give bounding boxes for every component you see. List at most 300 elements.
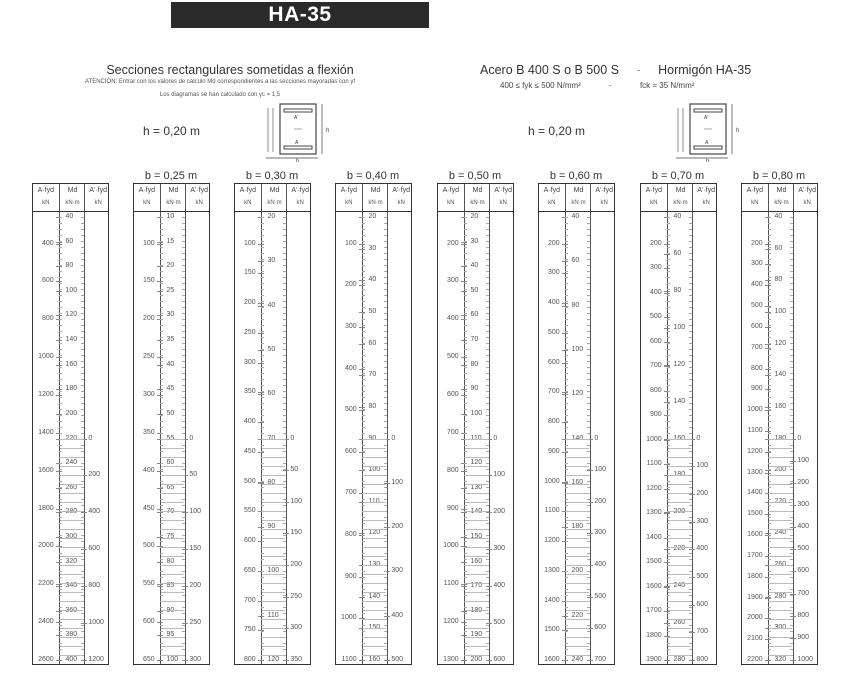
scale-tick-label: 200: [493, 508, 506, 516]
tick-mark: [486, 586, 492, 587]
minor-tick: [81, 373, 84, 374]
column-unit: kN: [650, 200, 658, 206]
minor-tick: [667, 385, 670, 386]
minor-tick: [182, 517, 185, 518]
hatch-line: [465, 511, 489, 512]
minor-tick: [384, 295, 387, 296]
minor-tick: [81, 247, 84, 248]
scale-tick-label: 600: [142, 618, 155, 626]
minor-tick: [362, 649, 365, 650]
tick-mark: [258, 244, 264, 245]
section-diagram-right: [668, 100, 758, 162]
minor-tick: [565, 469, 568, 470]
scale-tick-label: 160: [470, 557, 483, 565]
minor-tick: [587, 307, 590, 308]
panel-width-label: b = 0,40 m: [346, 170, 400, 182]
hatch-line: [363, 439, 387, 440]
scale-tick-label: 1400: [38, 428, 54, 436]
scale-tick-label: 400: [493, 582, 506, 590]
hatch-line: [363, 565, 387, 566]
hatch-line: [566, 574, 590, 575]
scale-tick-label: 800: [41, 315, 54, 323]
minor-tick: [283, 283, 286, 284]
scale-tick-label: 80: [673, 286, 682, 294]
minor-tick: [667, 481, 670, 482]
scale-tick-label: 90: [470, 385, 479, 393]
tick-mark: [664, 268, 670, 269]
minor-tick: [261, 241, 264, 242]
hatch-line: [668, 466, 692, 467]
minor-tick: [384, 613, 387, 614]
hatch-line: [363, 637, 387, 638]
minor-tick: [81, 499, 84, 500]
scale-tick-label: 600: [547, 358, 560, 366]
minor-tick: [565, 403, 568, 404]
scale-tick-label: 600: [797, 567, 810, 575]
scale-tick-label: 700: [344, 489, 357, 497]
scale-tick-label: 600: [88, 545, 101, 553]
tick-mark: [765, 407, 771, 408]
tick-mark: [56, 365, 62, 366]
scale-tick-label: 800: [446, 466, 459, 474]
minor-tick: [362, 631, 365, 632]
minor-tick: [587, 445, 590, 446]
minor-tick: [768, 625, 771, 626]
scale-tick-label: 500: [696, 572, 709, 580]
hatch-line: [161, 529, 185, 530]
hatch-line: [60, 502, 84, 503]
minor-tick: [587, 301, 590, 302]
minor-tick: [160, 553, 163, 554]
minor-tick: [464, 391, 467, 392]
minor-tick: [667, 313, 670, 314]
minor-tick: [59, 451, 62, 452]
minor-tick: [384, 463, 387, 464]
minor-tick: [81, 463, 84, 464]
minor-tick: [182, 289, 185, 290]
scale-tick-label: 220: [571, 611, 584, 619]
tick-mark: [461, 586, 467, 587]
minor-tick: [283, 589, 286, 590]
scale-tick-label: 150: [142, 277, 155, 285]
hatch-line: [668, 502, 692, 503]
minor-tick: [689, 535, 692, 536]
minor-tick: [565, 649, 568, 650]
minor-tick: [689, 259, 692, 260]
hatch-line: [262, 610, 286, 611]
minor-tick: [384, 289, 387, 290]
tick-mark: [258, 273, 264, 274]
nomogram-panel: [538, 183, 615, 665]
minor-tick: [283, 355, 286, 356]
hatch-line: [60, 538, 84, 539]
minor-tick: [81, 469, 84, 470]
minor-tick: [261, 397, 264, 398]
minor-tick: [160, 283, 163, 284]
minor-tick: [59, 313, 62, 314]
minor-tick: [667, 541, 670, 542]
scale-tick-label: 0: [290, 434, 295, 442]
column-header: A·fyd: [239, 187, 256, 194]
minor-tick: [689, 223, 692, 224]
hatch-line: [262, 655, 286, 656]
minor-tick: [59, 259, 62, 260]
minor-tick: [362, 391, 365, 392]
hatch-line: [668, 619, 692, 620]
hatch-line: [769, 637, 793, 638]
hatch-line: [465, 628, 489, 629]
minor-tick: [59, 295, 62, 296]
minor-tick: [587, 505, 590, 506]
hatch-line: [262, 520, 286, 521]
hatch-line: [566, 601, 590, 602]
minor-tick: [565, 391, 568, 392]
tick-mark: [486, 623, 492, 624]
minor-tick: [261, 349, 264, 350]
minor-tick: [790, 253, 793, 254]
minor-tick: [261, 559, 264, 560]
hatch-line: [465, 646, 489, 647]
minor-tick: [689, 355, 692, 356]
tick-mark: [562, 350, 568, 351]
minor-tick: [283, 319, 286, 320]
minor-tick: [667, 325, 670, 326]
minor-tick: [182, 427, 185, 428]
scale-tick-label: 300: [547, 269, 560, 277]
minor-tick: [59, 355, 62, 356]
minor-tick: [81, 523, 84, 524]
scale-tick-label: 110: [368, 497, 380, 505]
minor-tick: [689, 499, 692, 500]
minor-tick: [81, 385, 84, 386]
hatch-line: [161, 556, 185, 557]
minor-tick: [464, 415, 467, 416]
minor-tick: [486, 523, 489, 524]
minor-tick: [81, 595, 84, 596]
minor-tick: [587, 271, 590, 272]
scale-tick-label: 300: [696, 517, 709, 525]
hatch-line: [262, 529, 286, 530]
minor-tick: [587, 349, 590, 350]
minor-tick: [689, 235, 692, 236]
scale-tick-label: 1800: [747, 572, 763, 580]
scale-tick-label: 400: [41, 239, 54, 247]
tick-mark: [359, 375, 365, 376]
column-unit: kN·m: [571, 200, 586, 206]
minor-tick: [587, 265, 590, 266]
minor-tick: [59, 331, 62, 332]
minor-tick: [565, 415, 568, 416]
nomogram-panel: [234, 183, 311, 665]
scale-tick-label: 900: [649, 411, 662, 419]
minor-tick: [283, 607, 286, 608]
tick-mark: [56, 357, 62, 358]
minor-tick: [160, 535, 163, 536]
height-label-right: h = 0,20 m: [528, 124, 586, 138]
column-unit: kN·m: [774, 200, 789, 206]
panel-width-label: b = 0,80 m: [752, 170, 806, 182]
minor-tick: [59, 385, 62, 386]
minor-tick: [464, 607, 467, 608]
scale-tick-label: 300: [344, 322, 357, 330]
separator: -: [636, 63, 641, 77]
minor-tick: [689, 265, 692, 266]
hatch-line: [262, 466, 286, 467]
scale-tick-label: 220: [774, 497, 787, 505]
scale-tick-label: 350: [142, 428, 155, 436]
minor-tick: [160, 451, 163, 452]
column-unit: kN: [600, 200, 608, 206]
minor-tick: [160, 433, 163, 434]
scale-tick-label: 400: [446, 315, 459, 323]
minor-tick: [790, 313, 793, 314]
scale-tick-label: 20: [470, 213, 479, 220]
tick-mark: [765, 410, 771, 411]
minor-tick: [667, 649, 670, 650]
scale-tick-label: 120: [571, 390, 584, 398]
tick-mark: [562, 273, 568, 274]
minor-tick: [81, 235, 84, 236]
minor-tick: [587, 427, 590, 428]
minor-tick: [182, 265, 185, 266]
minor-tick: [790, 517, 793, 518]
minor-tick: [565, 451, 568, 452]
minor-tick: [587, 259, 590, 260]
minor-tick: [587, 277, 590, 278]
minor-tick: [362, 571, 365, 572]
hatch-line: [668, 565, 692, 566]
minor-tick: [486, 271, 489, 272]
minor-tick: [768, 589, 771, 590]
minor-tick: [587, 331, 590, 332]
minor-tick: [667, 355, 670, 356]
minor-tick: [587, 397, 590, 398]
minor-tick: [362, 613, 365, 614]
minor-tick: [261, 325, 264, 326]
tick-mark: [461, 471, 467, 472]
column-header: Md: [573, 187, 584, 194]
hatch-line: [668, 547, 692, 548]
minor-tick: [261, 427, 264, 428]
hatch-line: [668, 448, 692, 449]
minor-tick: [81, 337, 84, 338]
scale-tick-label: 140: [470, 508, 483, 516]
minor-tick: [689, 337, 692, 338]
scale-tick-label: 900: [344, 572, 357, 580]
minor-tick: [667, 451, 670, 452]
minor-tick: [464, 571, 467, 572]
scale-tick-label: 2600: [38, 656, 54, 663]
minor-tick: [160, 391, 163, 392]
hatch-line: [769, 601, 793, 602]
hatch-line: [769, 475, 793, 476]
minor-tick: [261, 499, 264, 500]
minor-tick: [182, 325, 185, 326]
tick-mark: [664, 365, 670, 366]
minor-tick: [587, 373, 590, 374]
minor-tick: [464, 247, 467, 248]
scale-tick-label: 100: [391, 478, 404, 486]
minor-tick: [384, 541, 387, 542]
scale-tick-label: 60: [774, 244, 783, 252]
tick-mark: [182, 586, 188, 587]
minor-tick: [689, 277, 692, 278]
scale-tick-label: 0: [594, 434, 599, 442]
minor-tick: [565, 355, 568, 356]
minor-tick: [565, 481, 568, 482]
minor-tick: [160, 613, 163, 614]
scale-tick-label: 600: [243, 537, 256, 545]
minor-tick: [486, 265, 489, 266]
minor-tick: [182, 283, 185, 284]
panel-header: [641, 184, 716, 212]
minor-tick: [283, 379, 286, 380]
scale-tick-label: 280: [774, 592, 787, 600]
scale-tick-label: 180: [571, 523, 584, 531]
tick-mark: [56, 584, 62, 585]
minor-tick: [384, 223, 387, 224]
tick-mark: [359, 369, 365, 370]
scale-tick-label: 900: [446, 504, 459, 512]
minor-tick: [182, 343, 185, 344]
minor-tick: [565, 325, 568, 326]
minor-tick: [689, 229, 692, 230]
tick-mark: [56, 395, 62, 396]
minor-tick: [81, 451, 84, 452]
minor-tick: [486, 379, 489, 380]
scale-tick-label: 350: [290, 656, 303, 663]
hatch-line: [60, 619, 84, 620]
column-unit: kN·m: [368, 200, 383, 206]
tick-mark: [461, 395, 467, 396]
minor-tick: [587, 535, 590, 536]
minor-tick: [59, 577, 62, 578]
minor-tick: [81, 541, 84, 542]
minor-tick: [261, 307, 264, 308]
minor-tick: [768, 649, 771, 650]
minor-tick: [160, 595, 163, 596]
minor-tick: [464, 349, 467, 350]
minor-tick: [160, 319, 163, 320]
minor-tick: [587, 589, 590, 590]
minor-tick: [160, 223, 163, 224]
minor-tick: [587, 403, 590, 404]
minor-tick: [59, 517, 62, 518]
minor-tick: [667, 613, 670, 614]
minor-tick: [667, 397, 670, 398]
minor-tick: [283, 235, 286, 236]
minor-tick: [283, 295, 286, 296]
tick-mark: [384, 660, 390, 661]
minor-tick: [362, 415, 365, 416]
minor-tick: [667, 415, 670, 416]
minor-tick: [283, 499, 286, 500]
scale-tick-label: 2000: [38, 542, 54, 550]
scale-tick-label: 400: [797, 523, 810, 531]
hatch-line: [566, 583, 590, 584]
minor-tick: [362, 361, 365, 362]
hatch-line: [668, 439, 692, 440]
scale-tick-label: 700: [594, 656, 607, 663]
scale-tick-label: 170: [470, 582, 483, 590]
material-specs: [500, 81, 840, 90]
scale-tick-label: 700: [243, 596, 256, 604]
minor-tick: [261, 613, 264, 614]
minor-tick: [362, 373, 365, 374]
minor-tick: [565, 277, 568, 278]
minor-tick: [565, 289, 568, 290]
scale-tick-label: 40: [267, 301, 276, 309]
minor-tick: [362, 253, 365, 254]
scale-tick-label: 1900: [646, 656, 662, 663]
minor-tick: [160, 361, 163, 362]
minor-tick: [81, 361, 84, 362]
scale-tick-label: 150: [189, 545, 202, 553]
minor-tick: [486, 385, 489, 386]
minor-tick: [486, 589, 489, 590]
minor-tick: [768, 403, 771, 404]
minor-tick: [81, 397, 84, 398]
minor-tick: [464, 427, 467, 428]
minor-tick: [182, 247, 185, 248]
column-header: Md: [675, 187, 686, 194]
panel-width-label: b = 0,25 m: [144, 170, 198, 182]
hatch-line: [769, 646, 793, 647]
minor-tick: [261, 313, 264, 314]
minor-tick: [59, 307, 62, 308]
hatch-line: [668, 583, 692, 584]
hatch-line: [363, 457, 387, 458]
minor-tick: [464, 325, 467, 326]
hatch-line: [566, 448, 590, 449]
minor-tick: [464, 589, 467, 590]
minor-tick: [790, 289, 793, 290]
scale-tick-label: 1000: [88, 619, 104, 627]
minor-tick: [81, 259, 84, 260]
minor-tick: [689, 373, 692, 374]
minor-tick: [486, 625, 489, 626]
minor-tick: [768, 373, 771, 374]
scale-tick-label: 20: [267, 213, 276, 220]
tick-mark: [664, 611, 670, 612]
column-header: A'·fyd: [89, 187, 107, 194]
minor-tick: [464, 277, 467, 278]
scale-tick-label: 400: [88, 508, 101, 516]
minor-tick: [768, 595, 771, 596]
minor-tick: [261, 235, 264, 236]
tick-mark: [461, 365, 467, 366]
scale-tick-label: 200: [774, 466, 787, 474]
concrete-fck: fck = 35 N/mm²: [639, 81, 695, 90]
panel-header: [235, 184, 310, 212]
tick-mark: [258, 333, 264, 334]
minor-tick: [768, 421, 771, 422]
minor-tick: [486, 223, 489, 224]
tick-mark: [765, 369, 771, 370]
hatch-line: [465, 619, 489, 620]
column-header: Md: [168, 187, 179, 194]
minor-tick: [486, 577, 489, 578]
tick-mark: [157, 244, 163, 245]
minor-tick: [362, 367, 365, 368]
minor-tick: [283, 265, 286, 266]
scale-tick-label: 800: [243, 656, 256, 663]
hatch-line: [668, 655, 692, 656]
minor-tick: [768, 379, 771, 380]
scale-tick-label: 190: [470, 631, 483, 639]
hatch-line: [668, 646, 692, 647]
minor-tick: [160, 325, 163, 326]
